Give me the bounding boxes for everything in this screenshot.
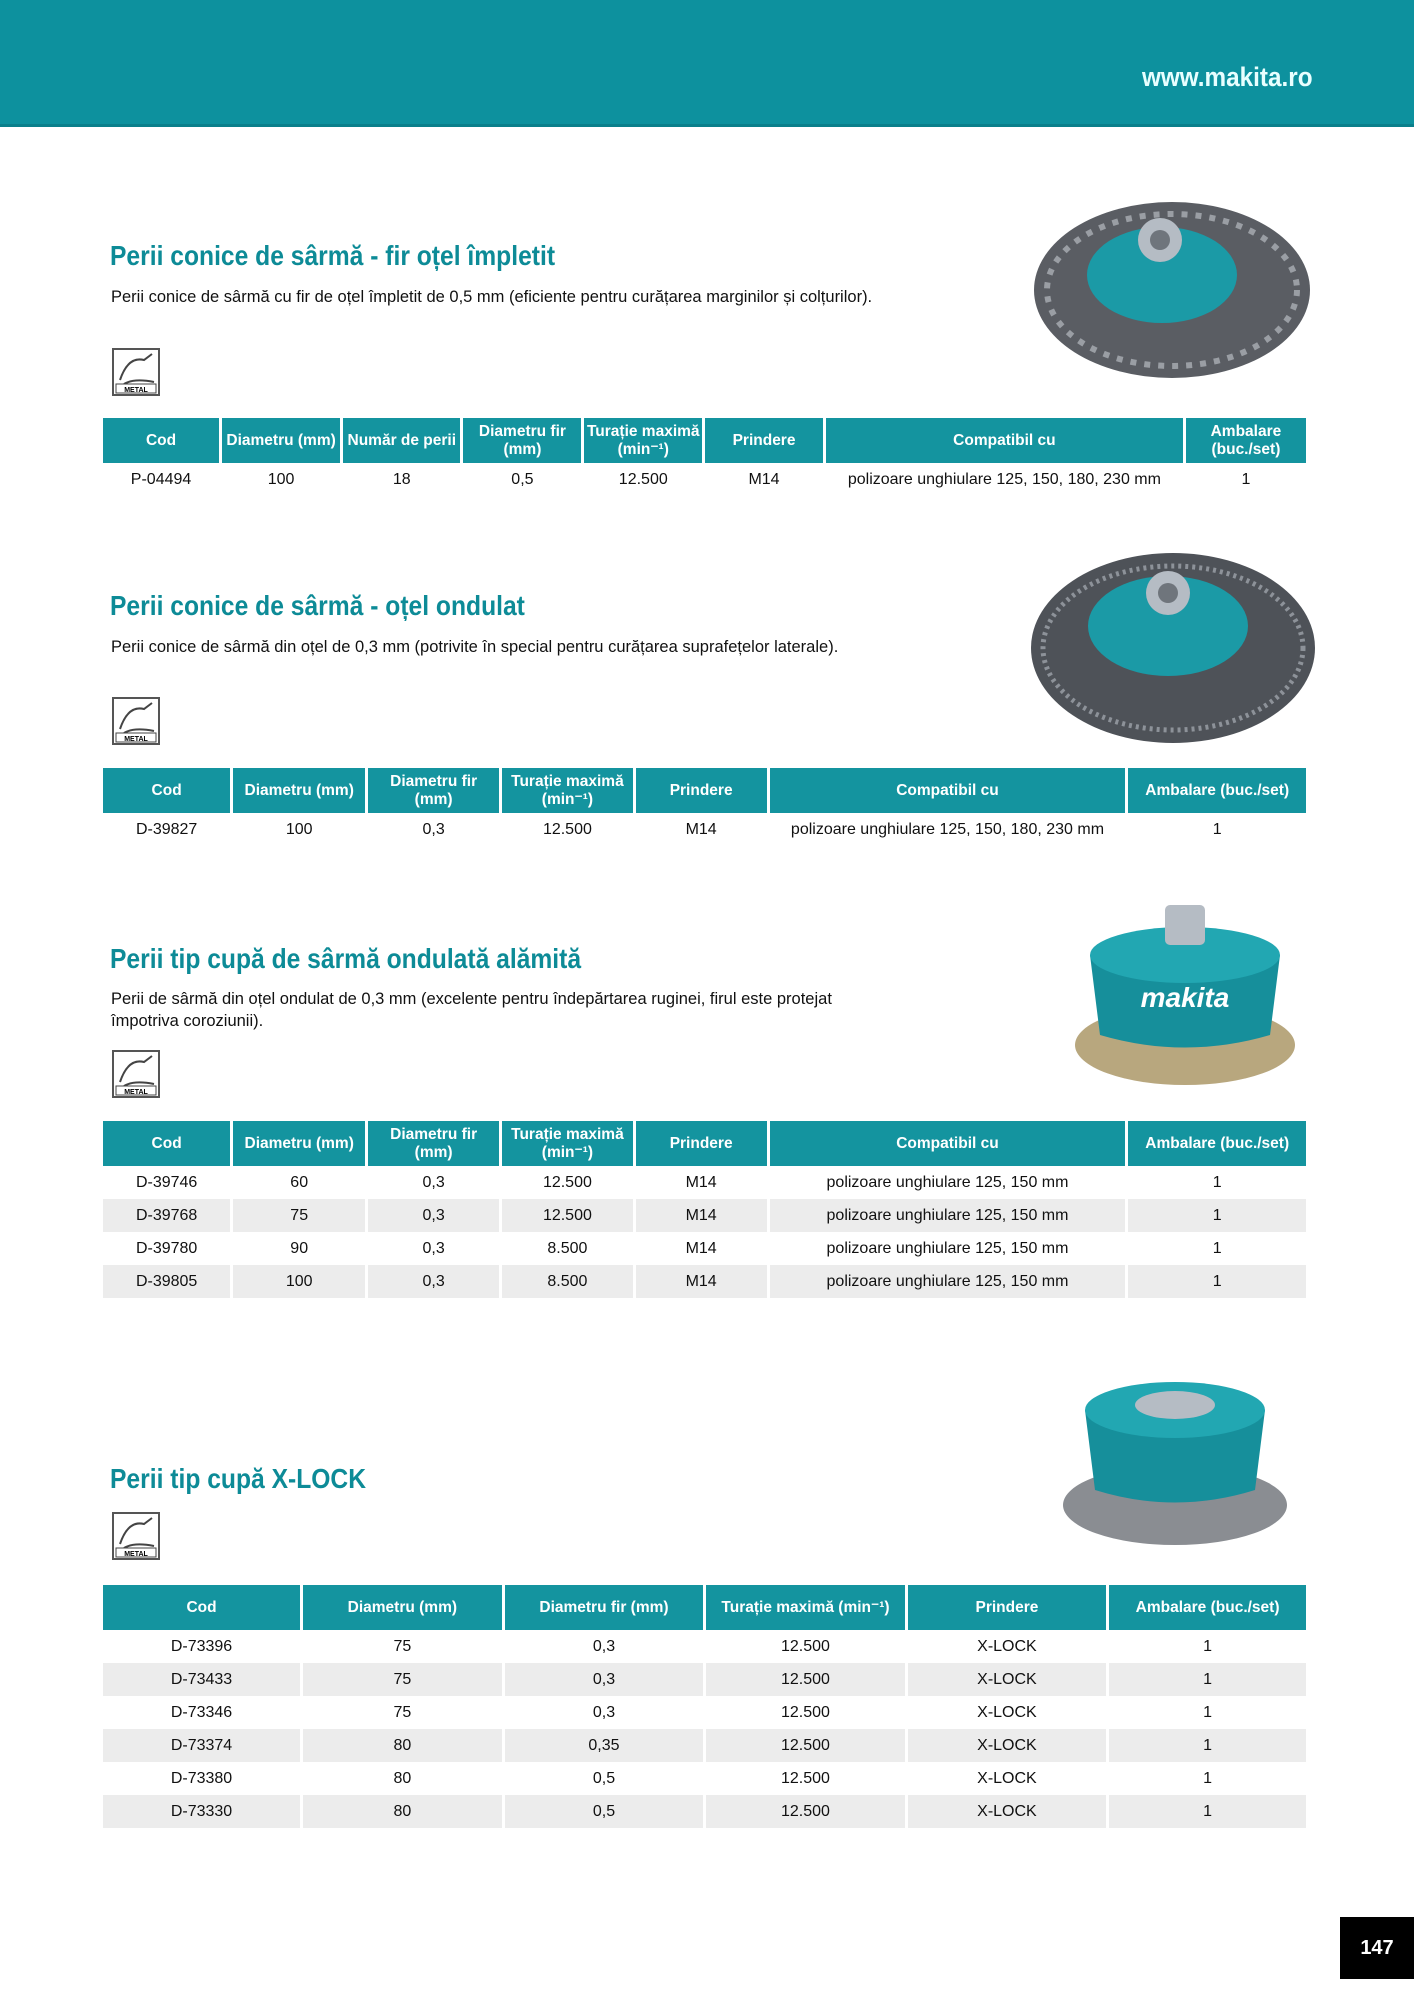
conical-crimped-brush-image: [1028, 548, 1318, 748]
table-cell: 80: [303, 1729, 502, 1762]
table-cell: 1: [1212, 1239, 1222, 1257]
website-link[interactable]: www.makita.ro: [1142, 62, 1313, 92]
table-cell: 12.500: [542, 820, 592, 838]
table-cell: 12.500: [502, 1199, 633, 1232]
metal-label: METAL: [124, 1551, 148, 1558]
table-cell: 0,3: [422, 1173, 445, 1191]
column-header: Turație maximă (min⁻¹): [502, 768, 633, 813]
section-title: Perii tip cupă X-LOCK: [110, 1463, 367, 1494]
table-cell: 1: [1109, 1795, 1306, 1828]
table-cell: 1: [1212, 1173, 1222, 1191]
xlock-cup-brush-image: [1055, 1365, 1295, 1555]
page-number: 147: [1340, 1917, 1414, 1979]
section-description: Perii conice de sârmă din oțel de 0,3 mm (potrivite în special pentru curățarea suprafețelor laterale).: [111, 638, 839, 656]
table-cell: 75: [303, 1663, 502, 1696]
table-cell: 0,3: [592, 1703, 616, 1721]
table-row: [103, 1265, 1306, 1298]
table-cell: 100: [233, 1265, 365, 1298]
table-cell: 0,35: [505, 1729, 704, 1762]
metal-label: METAL: [124, 736, 148, 743]
column-header: Diametru fir (mm): [463, 418, 581, 463]
column-header: Compatibil cu: [770, 1121, 1126, 1166]
column-header: Compatibil cu: [770, 768, 1126, 813]
column-header: Prindere: [636, 1121, 767, 1166]
table-cell: X-LOCK: [908, 1663, 1107, 1696]
metal-icon: [112, 697, 160, 745]
table-cell: D-73374: [103, 1729, 300, 1762]
table-cell: 0,3: [368, 1265, 499, 1298]
table-cell: 8.500: [547, 1239, 588, 1257]
column-header: Cod: [103, 1121, 230, 1166]
table-cell: polizoare unghiulare 125, 150, 180, 230 mm: [847, 470, 1161, 488]
column-header: Turație maximă (min⁻¹): [584, 418, 702, 463]
metal-label: METAL: [124, 387, 148, 394]
table-cell: X-LOCK: [908, 1795, 1107, 1828]
column-header: Cod: [103, 418, 219, 463]
table-cell: 0,3: [422, 1239, 445, 1257]
table-cell: M14: [636, 1199, 767, 1232]
table-cell: 0,3: [592, 1637, 616, 1655]
table-row: [103, 1696, 1306, 1729]
table-row: [103, 1762, 1306, 1795]
table-cell: D-73346: [170, 1703, 233, 1721]
table-row: [103, 1166, 1306, 1199]
table-cell: polizoare unghiulare 125, 150 mm: [770, 1199, 1126, 1232]
column-header: Diametru fir (mm): [368, 768, 499, 813]
section-title: Perii tip cupă de sârmă ondulată alămită: [110, 943, 582, 974]
table-row: [103, 1199, 1306, 1232]
table-cell: M14: [748, 470, 780, 488]
column-header: Compatibil cu: [826, 418, 1183, 463]
table-cell: M14: [685, 1239, 717, 1257]
table-cell: 0,3: [422, 820, 445, 838]
metal-label: METAL: [124, 1089, 148, 1096]
column-header: Diametru (mm): [233, 768, 365, 813]
table-cell: 75: [393, 1637, 412, 1655]
table-cell: polizoare unghiulare 125, 150, 180, 230 mm: [790, 820, 1105, 838]
table-header-row: [103, 768, 1306, 813]
table-cell: 12.500: [706, 1729, 904, 1762]
table-cell: polizoare unghiulare 125, 150 mm: [826, 1173, 1069, 1191]
section-title: Perii conice de sârmă - oțel ondulat: [110, 590, 525, 621]
table-cell: 12.500: [781, 1769, 830, 1787]
table-row: [103, 1729, 1306, 1762]
table-header-row: [103, 1585, 1306, 1630]
table-row: [103, 813, 1306, 846]
table-cell: 12.500: [542, 1173, 592, 1191]
table-cell: D-73433: [103, 1663, 300, 1696]
table-cell: 12.500: [706, 1795, 904, 1828]
column-header: Diametru fir (mm): [368, 1121, 499, 1166]
table-cell: 1: [1203, 1769, 1213, 1787]
product-table: [100, 1121, 1309, 1298]
table-cell: D-39827: [135, 820, 198, 838]
header-bar: [0, 0, 1414, 127]
table-cell: 12.500: [781, 1703, 830, 1721]
table-cell: 0,5: [505, 1795, 704, 1828]
column-header: Ambalare (buc./set): [1128, 1121, 1306, 1166]
makita-logo: makita: [1140, 982, 1230, 1013]
brass-cup-brush-image: [1070, 895, 1300, 1095]
table-cell: 60: [290, 1173, 309, 1191]
table-cell: X-LOCK: [977, 1769, 1037, 1787]
product-table: [100, 418, 1309, 496]
table-cell: 1: [1128, 1199, 1306, 1232]
metal-icon: [112, 1050, 160, 1098]
column-header: Ambalare (buc./set): [1186, 418, 1306, 463]
column-header: Diametru (mm): [233, 1121, 365, 1166]
column-header: Ambalare (buc./set): [1109, 1585, 1306, 1630]
table-row: [103, 1630, 1306, 1663]
table-cell: 75: [393, 1703, 412, 1721]
table-cell: D-39780: [135, 1239, 198, 1257]
table-cell: D-73396: [170, 1637, 233, 1655]
conical-knotted-brush-image: [1030, 195, 1315, 385]
table-cell: D-73380: [170, 1769, 233, 1787]
column-header: Cod: [103, 1585, 300, 1630]
table-cell: X-LOCK: [908, 1729, 1107, 1762]
table-cell: M14: [685, 820, 717, 838]
column-header: Ambalare (buc./set): [1128, 768, 1306, 813]
table-cell: 100: [267, 470, 295, 488]
table-cell: 1: [1203, 1637, 1213, 1655]
table-cell: 0,3: [505, 1663, 704, 1696]
column-header: Turație maximă (min⁻¹): [502, 1121, 633, 1166]
table-header-row: [103, 418, 1306, 463]
table-cell: 0,5: [592, 1769, 616, 1787]
table-cell: D-39746: [135, 1173, 198, 1191]
column-header: Diametru fir (mm): [505, 1585, 704, 1630]
section-description: Perii conice de sârmă cu fir de oțel împletit de 0,5 mm (eficiente pentru curățarea marginilor și colțurilor).: [111, 288, 873, 306]
table-cell: D-73330: [103, 1795, 300, 1828]
table-cell: P-04494: [130, 470, 192, 488]
column-header: Cod: [103, 768, 230, 813]
table-cell: 0,3: [368, 1199, 499, 1232]
column-header: Prindere: [705, 418, 823, 463]
metal-icon: [112, 348, 160, 396]
table-row: [103, 1663, 1306, 1696]
table-cell: 0,5: [511, 470, 534, 488]
table-cell: 1: [1203, 1703, 1213, 1721]
table-cell: polizoare unghiulare 125, 150 mm: [826, 1239, 1069, 1257]
section-title: Perii conice de sârmă - fir oțel împletit: [110, 240, 556, 271]
table-cell: 80: [303, 1795, 502, 1828]
table-row: [103, 1232, 1306, 1265]
table-cell: 1: [1241, 470, 1251, 488]
product-table: [100, 1585, 1309, 1828]
table-cell: 8.500: [502, 1265, 633, 1298]
product-table: [100, 768, 1309, 846]
table-cell: 100: [285, 820, 313, 838]
table-cell: M14: [685, 1173, 717, 1191]
table-cell: M14: [636, 1265, 767, 1298]
table-cell: 90: [290, 1239, 309, 1257]
table-row: [103, 463, 1306, 496]
column-header: Prindere: [908, 1585, 1107, 1630]
column-header: Diametru (mm): [303, 1585, 502, 1630]
metal-icon: [112, 1512, 160, 1560]
table-cell: 75: [233, 1199, 365, 1232]
table-cell: 12.500: [618, 470, 668, 488]
table-cell: X-LOCK: [977, 1703, 1037, 1721]
table-cell: D-39805: [103, 1265, 230, 1298]
column-header: Diametru (mm): [222, 418, 340, 463]
column-header: Prindere: [636, 768, 767, 813]
column-header: Turație maximă (min⁻¹): [706, 1585, 904, 1630]
table-cell: 12.500: [781, 1637, 830, 1655]
table-header-row: [103, 1121, 1306, 1166]
column-header: Număr de perii: [343, 418, 460, 463]
table-row: [103, 1795, 1306, 1828]
table-cell: 1: [1212, 820, 1222, 838]
section-description: Perii de sârmă din oțel ondulat de 0,3 mm (excelente pentru îndepărtarea ruginei, firul este protejat împotriva coroziunii).: [111, 990, 832, 1030]
table-cell: polizoare unghiulare 125, 150 mm: [770, 1265, 1126, 1298]
table-cell: 1: [1109, 1729, 1306, 1762]
table-cell: 12.500: [706, 1663, 904, 1696]
table-cell: 18: [392, 470, 411, 488]
table-cell: D-39768: [103, 1199, 230, 1232]
table-cell: 1: [1128, 1265, 1306, 1298]
table-cell: 1: [1109, 1663, 1306, 1696]
table-cell: X-LOCK: [977, 1637, 1037, 1655]
table-cell: 80: [393, 1769, 412, 1787]
